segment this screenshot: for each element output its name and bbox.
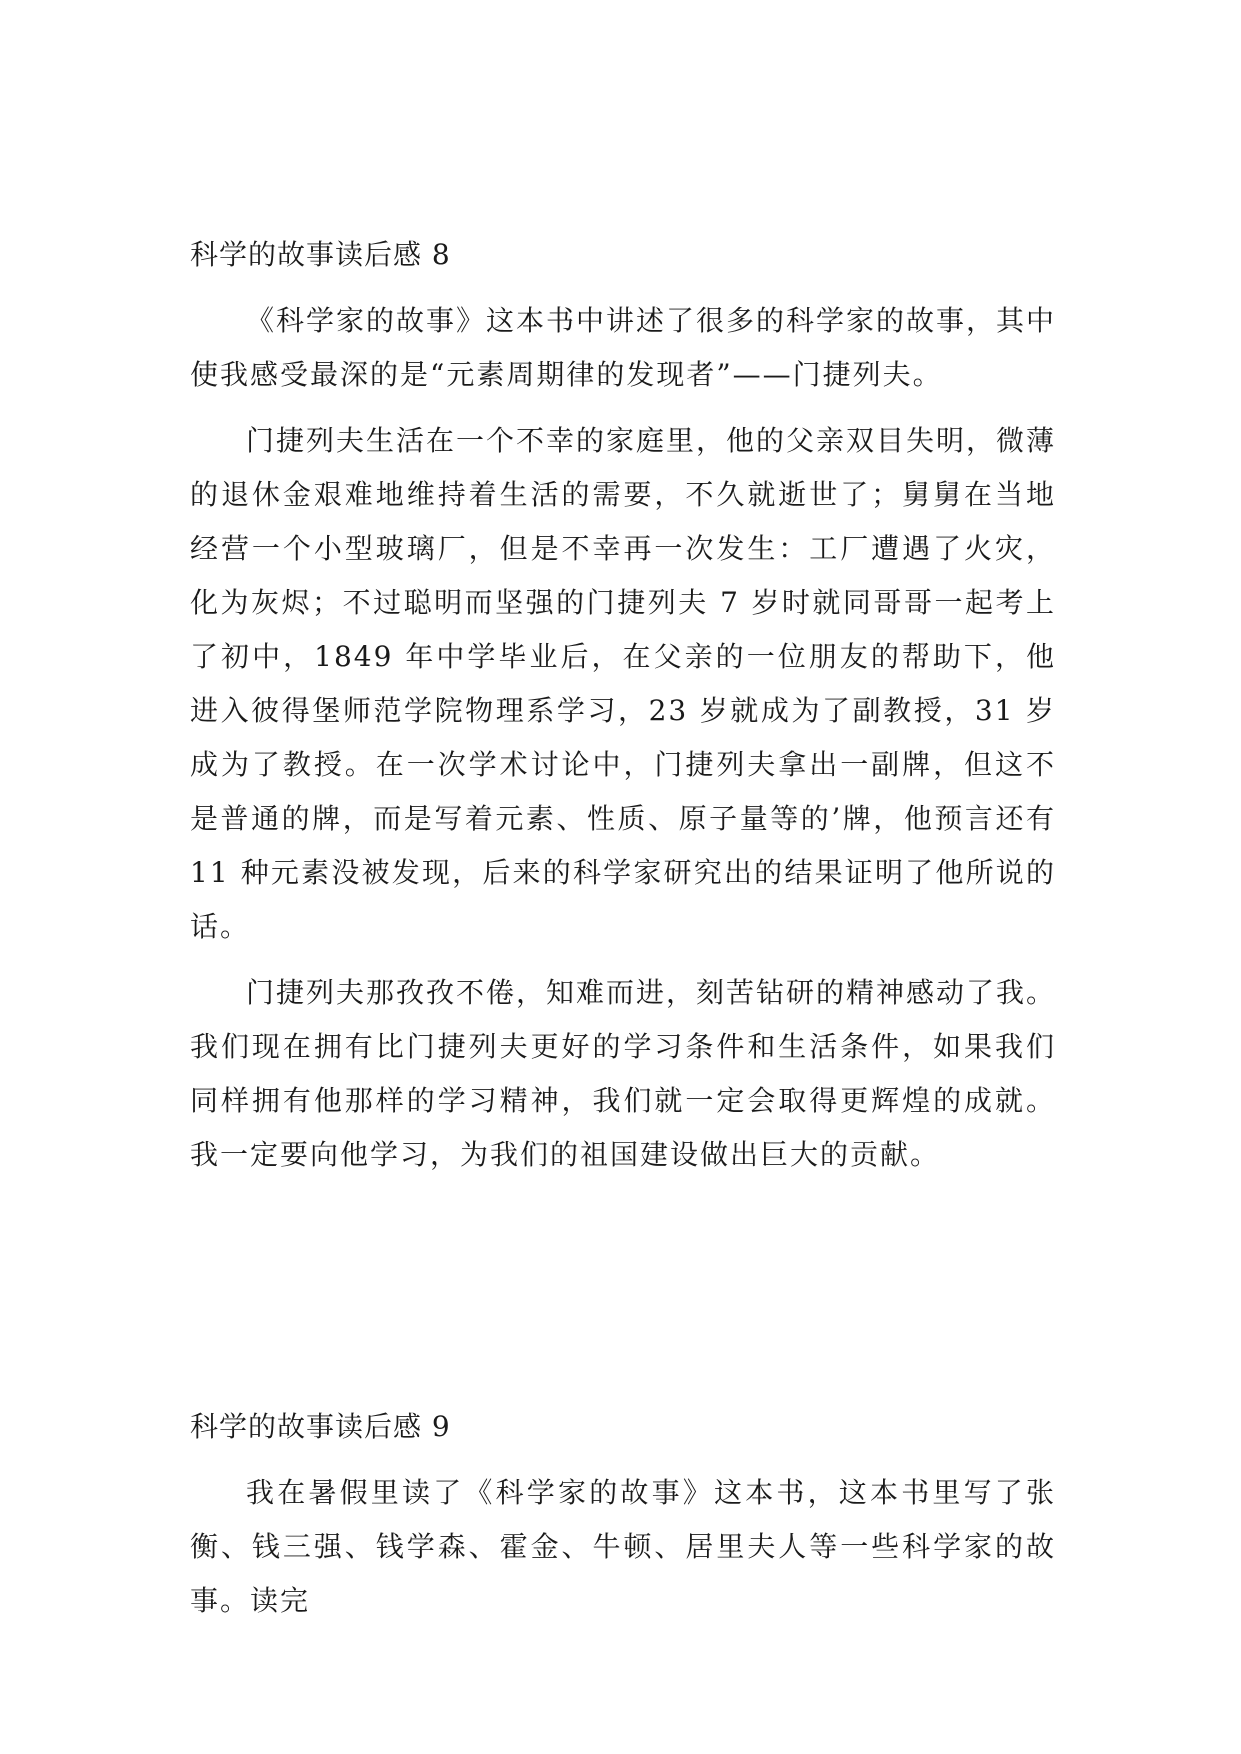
paragraph: 门捷列夫那孜孜不倦，知难而进，刻苦钻研的精神感动了我。我们现在拥有比门捷列夫更好的学习条件和生活条件，如果我们同样拥有他那样的学习精神，我们就一定会取得更辉煌的成就。我一定要向他学习，为我们的祖国建设做出巨大的贡献。 [190,976,1057,1171]
essay-section-8 [190,228,1056,1194]
section-title: 科学的故事读后感 9 [190,1410,451,1443]
paragraph: 门捷列夫生活在一个不幸的家庭里，他的父亲双目失明，微薄的退休金艰难地维持着生活的需要，不久就逝世了；舅舅在当地经营一个小型玻璃厂，但是不幸再一次发生：工厂遭遇了火灾，化为灰烬；不过聪明而坚强的门捷列夫 7 岁时就同哥哥一起考上了初中，1849 年中学毕业后，在父亲的一位朋友的帮助下，他进入彼得堡师范学院物理系学习，23 岁就成为了副教授，31 岁成为了教授。在一次学术讨论中，门捷列夫拿出一副牌，但这不是普通的牌，而是写着元素、性质、原子量等的’牌，他预言还有 11 种元素没被发现，后来的科学家研究出的结果证明了他所说的话。 [190,424,1057,943]
paragraph: 我在暑假里读了《科学家的故事》这本书，这本书里写了张衡、钱三强、钱学森、霍金、牛顿、居里夫人等一些科学家的故事。读完 [190,1476,1056,1617]
paragraph: 《科学家的故事》这本书中讲述了很多的科学家的故事，其中使我感受最深的是“元素周期律的发现者”——门捷列夫。 [190,304,1057,391]
section-title: 科学的故事读后感 8 [190,238,451,271]
essay-section-9 [190,1400,1056,1640]
